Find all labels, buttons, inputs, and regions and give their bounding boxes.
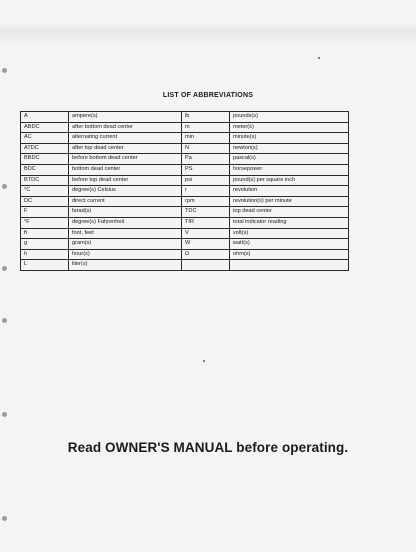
- scan-speck: [318, 57, 320, 59]
- binder-hole-mark: [2, 266, 7, 271]
- abbr-cell: V: [182, 228, 230, 239]
- table-row: [21, 133, 349, 144]
- meaning-cell: before top dead center: [69, 175, 182, 186]
- table-row: [21, 249, 349, 260]
- abbr-cell: ABDC: [21, 122, 69, 133]
- table-row: [21, 154, 349, 165]
- abbr-cell: Ω: [182, 249, 230, 260]
- meaning-cell: horsepower: [230, 164, 349, 175]
- meaning-cell: liter(s): [69, 260, 182, 271]
- meaning-cell: bottom dead center: [69, 164, 182, 175]
- abbr-cell: BBDC: [21, 154, 69, 165]
- abbr-cell: °C: [21, 186, 69, 197]
- abbr-cell: Pa: [182, 154, 230, 165]
- meaning-cell: gram(s): [69, 239, 182, 250]
- abbr-cell: TDC: [182, 207, 230, 218]
- meaning-cell: pounds(s): [230, 112, 349, 123]
- abbr-cell: BTDC: [21, 175, 69, 186]
- abbr-cell: PS: [182, 164, 230, 175]
- meaning-cell: pound(s) per square inch: [230, 175, 349, 186]
- meaning-cell: alternating current: [69, 133, 182, 144]
- abbreviations-table: [20, 111, 349, 271]
- abbr-cell: m: [182, 122, 230, 133]
- meaning-cell: after bottom dead center: [69, 122, 182, 133]
- abbr-cell: °F: [21, 217, 69, 228]
- table-row: [21, 112, 349, 123]
- binder-hole-mark: [2, 516, 7, 521]
- abbr-cell: AC: [21, 133, 69, 144]
- scan-noise-band: [0, 22, 416, 48]
- binder-hole-mark: [2, 68, 7, 73]
- meaning-cell: volt(s): [230, 228, 349, 239]
- binder-hole-mark: [2, 412, 7, 417]
- meaning-cell: revolution(s) per minute: [230, 196, 349, 207]
- meaning-cell: [230, 260, 349, 271]
- abbr-cell: ATDC: [21, 143, 69, 154]
- table-row: [21, 228, 349, 239]
- meaning-cell: ampere(s): [69, 112, 182, 123]
- abbr-cell: min: [182, 133, 230, 144]
- binder-hole-mark: [2, 184, 7, 189]
- meaning-cell: meter(s): [230, 122, 349, 133]
- abbr-cell: psi: [182, 175, 230, 186]
- abbr-cell: rpm: [182, 196, 230, 207]
- meaning-cell: degree(s) Fahrenheit: [69, 217, 182, 228]
- abbr-cell: r: [182, 186, 230, 197]
- table-row: [21, 260, 349, 271]
- meaning-cell: before bottom dead center: [69, 154, 182, 165]
- meaning-cell: direct current: [69, 196, 182, 207]
- abbr-cell: ft: [21, 228, 69, 239]
- abbr-cell: F: [21, 207, 69, 218]
- meaning-cell: newton(s): [230, 143, 349, 154]
- table-row: [21, 207, 349, 218]
- page-title: LIST OF ABBREVIATIONS: [162, 92, 254, 99]
- table-row: [21, 196, 349, 207]
- meaning-cell: hour(s): [69, 249, 182, 260]
- table-row: [21, 217, 349, 228]
- meaning-cell: foot, feet: [69, 228, 182, 239]
- table-row: [21, 143, 349, 154]
- table-row: [21, 239, 349, 250]
- table-row: [21, 175, 349, 186]
- meaning-cell: minute(s): [230, 133, 349, 144]
- abbr-cell: g: [21, 239, 69, 250]
- meaning-cell: ohm(s): [230, 249, 349, 260]
- abbr-cell: [182, 260, 230, 271]
- table-row: [21, 186, 349, 197]
- abbr-cell: lb: [182, 112, 230, 123]
- meaning-cell: revolution: [230, 186, 349, 197]
- meaning-cell: farad(s): [69, 207, 182, 218]
- meaning-cell: total indicator reading: [230, 217, 349, 228]
- owners-manual-notice: Read OWNER'S MANUAL before operating.: [67, 440, 349, 455]
- abbr-cell: A: [21, 112, 69, 123]
- abbr-cell: h: [21, 249, 69, 260]
- abbr-cell: BDC: [21, 164, 69, 175]
- abbr-cell: W: [182, 239, 230, 250]
- abbr-cell: N: [182, 143, 230, 154]
- scan-speck: [203, 360, 205, 362]
- abbr-cell: L: [21, 260, 69, 271]
- table-row: [21, 164, 349, 175]
- table-row: [21, 122, 349, 133]
- abbr-cell: TIR: [182, 217, 230, 228]
- meaning-cell: after top dead center: [69, 143, 182, 154]
- abbr-cell: DC: [21, 196, 69, 207]
- binder-hole-mark: [2, 318, 7, 323]
- meaning-cell: watt(s): [230, 239, 349, 250]
- meaning-cell: top dead center: [230, 207, 349, 218]
- meaning-cell: pascal(s): [230, 154, 349, 165]
- meaning-cell: degree(s) Celsius: [69, 186, 182, 197]
